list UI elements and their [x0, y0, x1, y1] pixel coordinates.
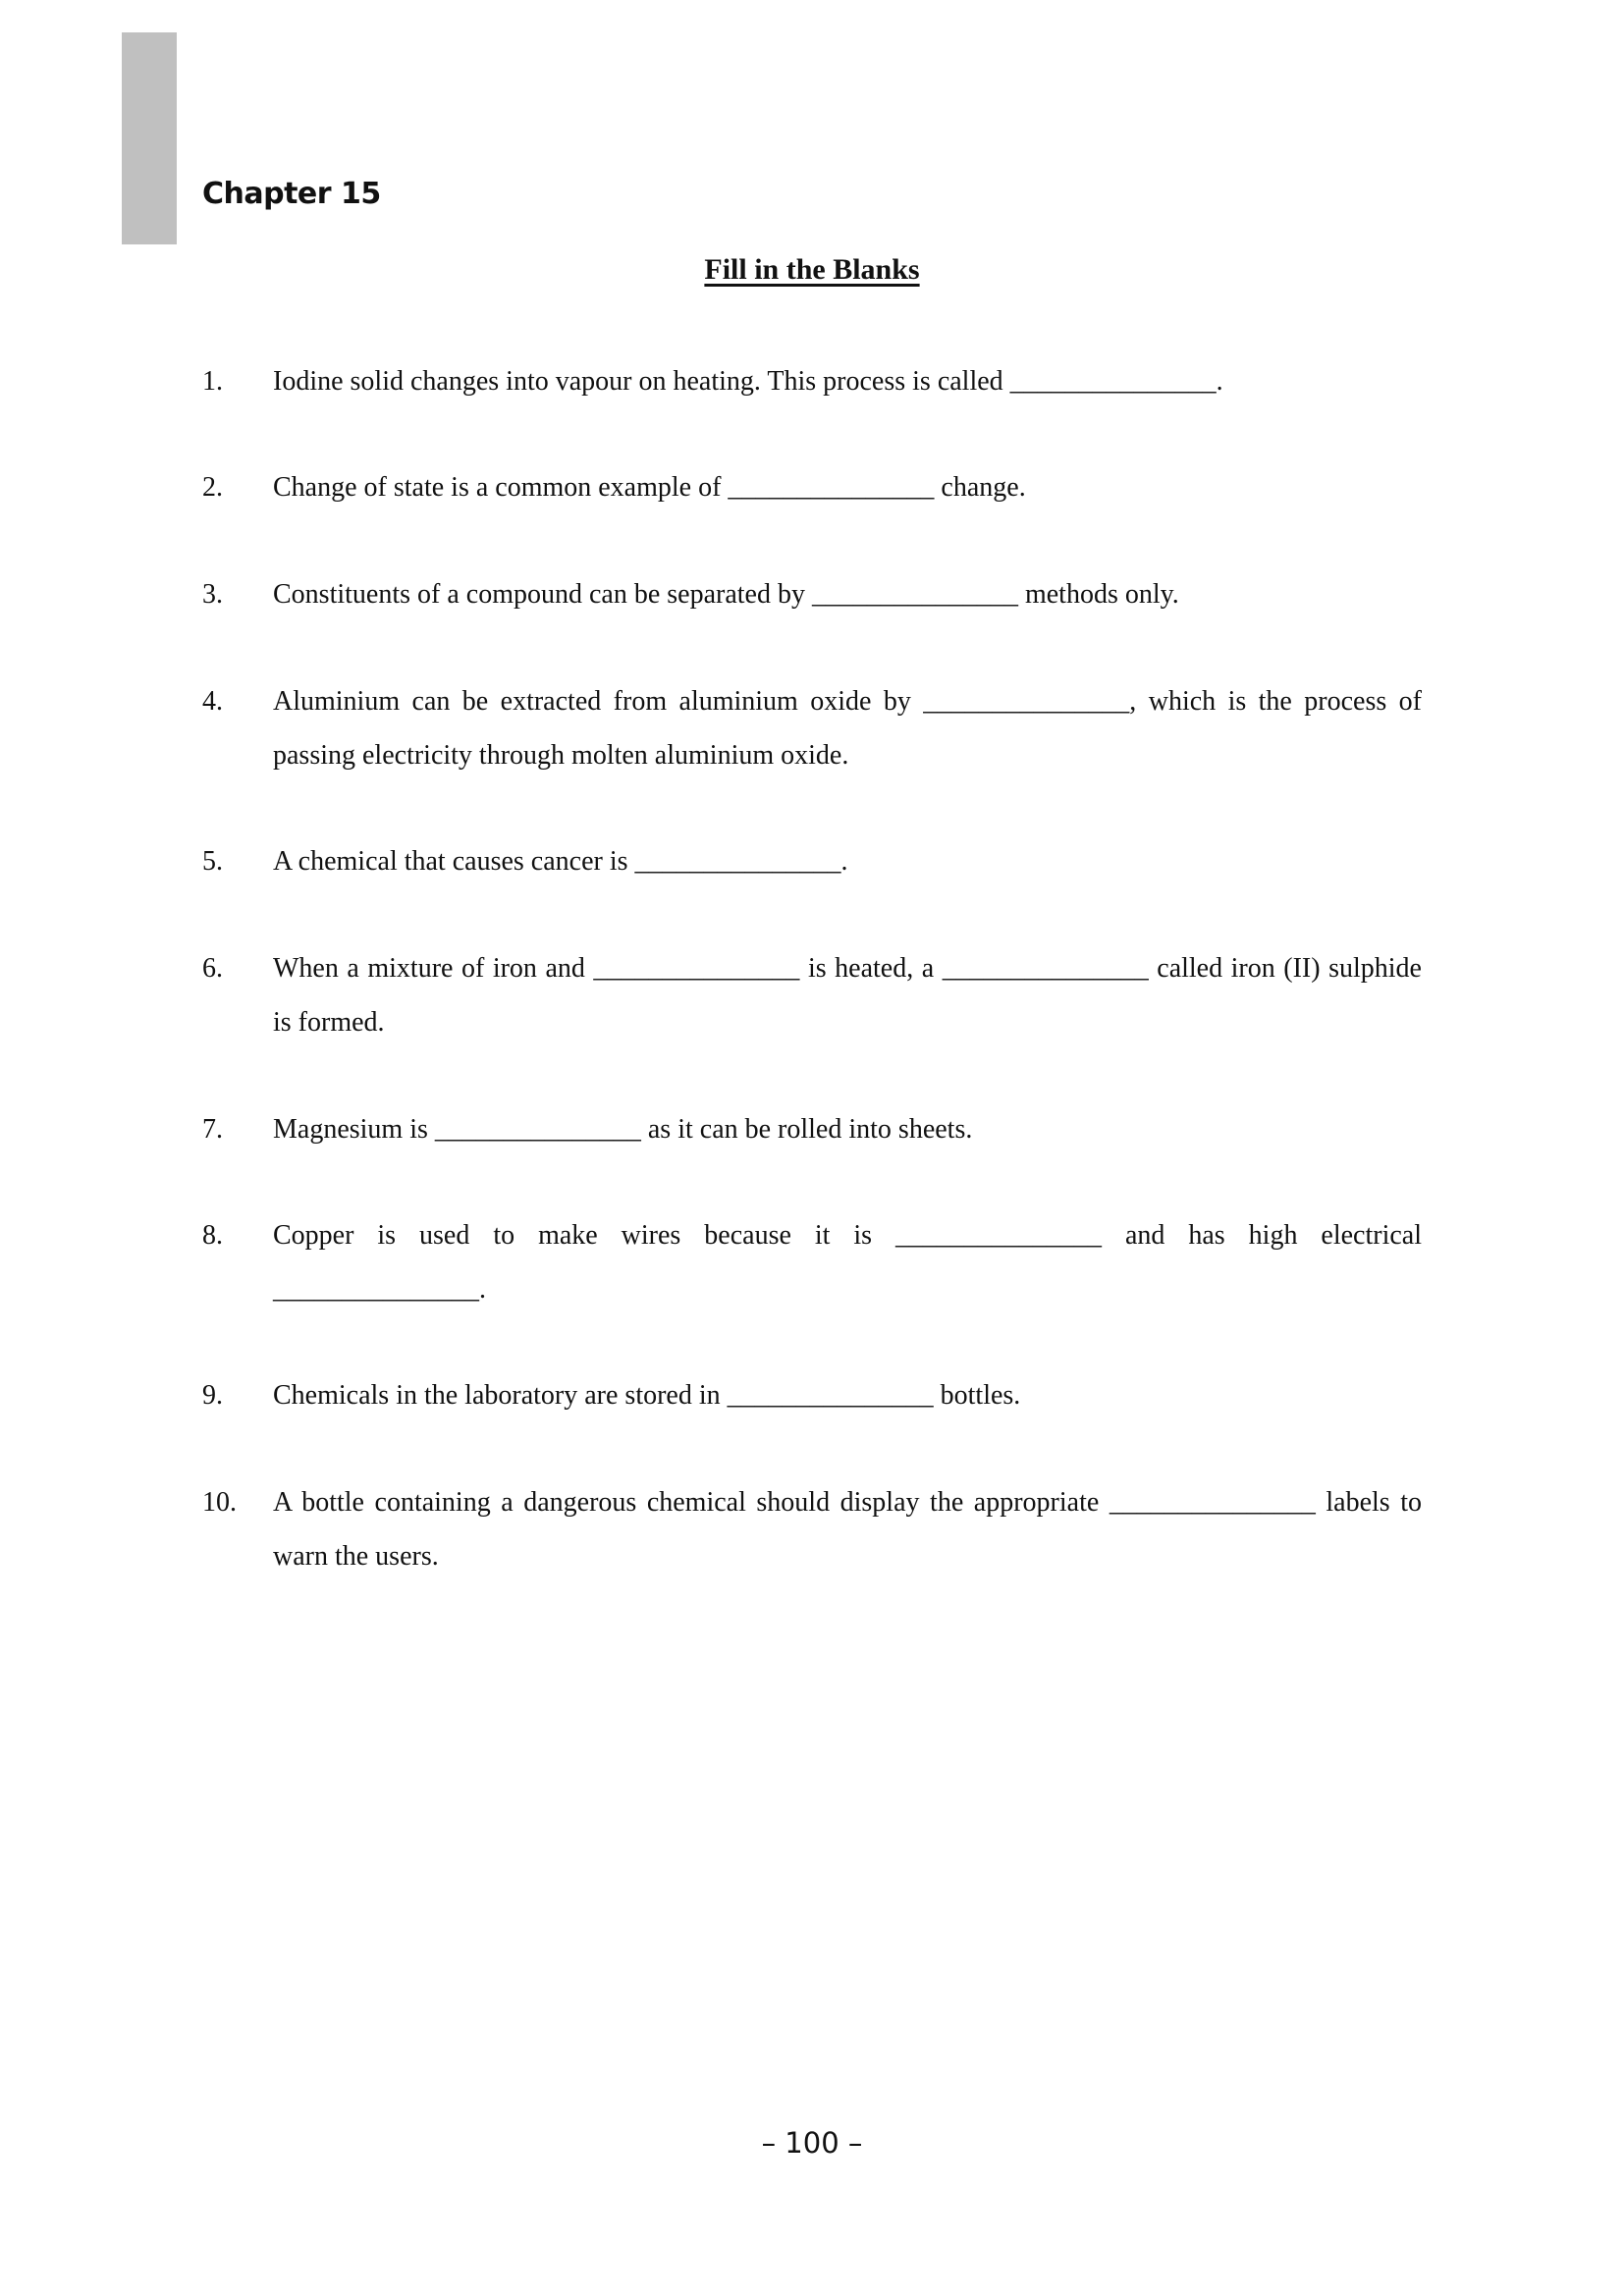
question-text: When a mixture of iron and _______________ is heated, a _______________ called iron (II) sulphide is formed. [273, 953, 1422, 1038]
question-text: A bottle containing a dangerous chemical should display the appropriate _______________ labels to warn the users. [273, 1487, 1422, 1572]
question-text: Copper is used to make wires because it is _______________ and has high electrical _______________. [273, 1220, 1422, 1305]
question-text: Chemicals in the laboratory are stored in _______________ bottles. [273, 1380, 1021, 1411]
page-title: Fill in the Blanks [704, 253, 920, 286]
question-number: 3. [202, 579, 223, 610]
chapter-tab-marker [122, 32, 177, 244]
chapter-heading: Chapter 15 [202, 177, 381, 211]
question-text: A chemical that causes cancer is _______________. [273, 846, 848, 877]
question-number: 5. [202, 846, 223, 877]
page-number: – 100 – [761, 2126, 863, 2160]
question-text: Aluminium can be extracted from aluminium oxide by _______________, which is the process of passing electricity through molten aluminium oxide. [273, 686, 1422, 771]
question-number: 2. [202, 472, 223, 503]
question-number: 9. [202, 1380, 223, 1411]
question-text: Constituents of a compound can be separated by _______________ methods only. [273, 579, 1179, 610]
question-number: 8. [202, 1220, 223, 1251]
question-text: Iodine solid changes into vapour on heating. This process is called _______________. [273, 366, 1223, 397]
question-number: 7. [202, 1114, 223, 1145]
question-number: 6. [202, 953, 223, 984]
question-number: 1. [202, 366, 223, 397]
question-number: 4. [202, 686, 223, 717]
question-number: 10. [202, 1487, 237, 1518]
question-text: Change of state is a common example of _______________ change. [273, 472, 1026, 503]
question-text: Magnesium is _______________ as it can be rolled into sheets. [273, 1114, 973, 1145]
